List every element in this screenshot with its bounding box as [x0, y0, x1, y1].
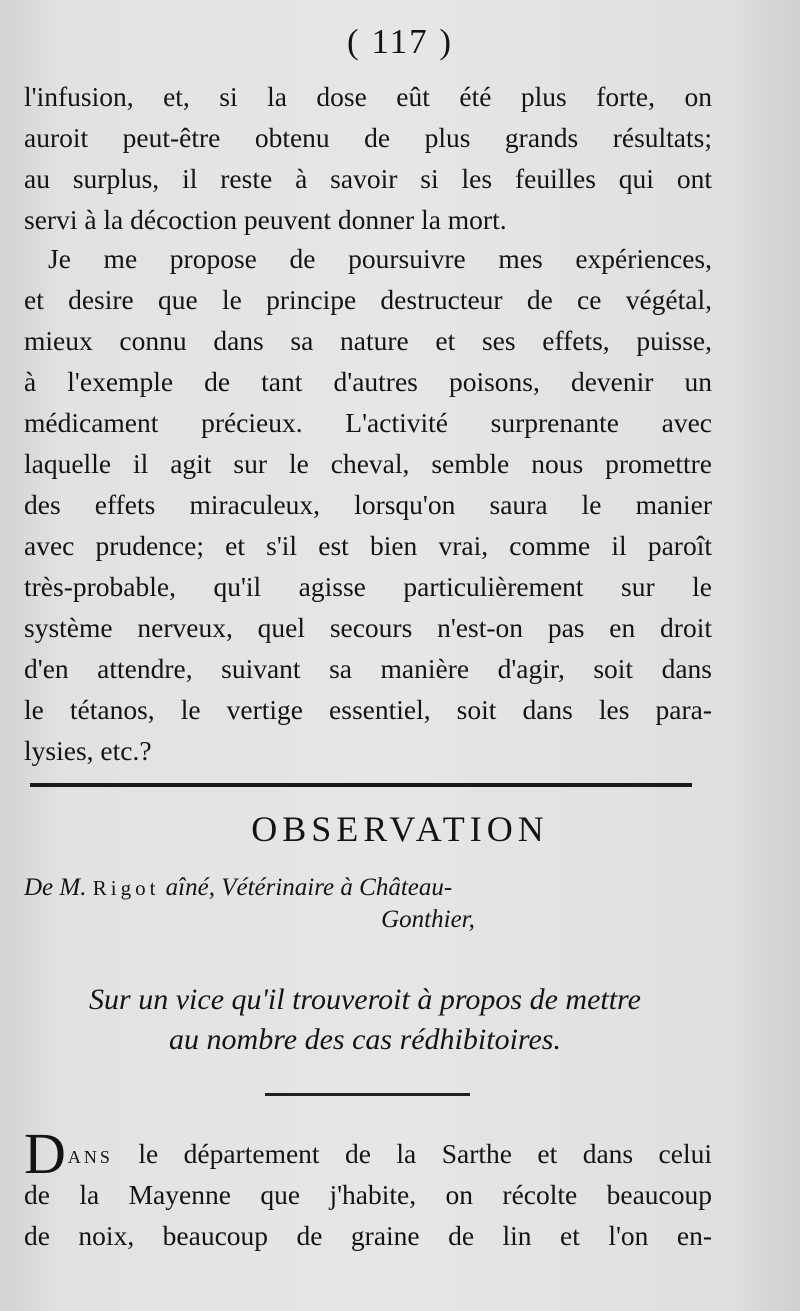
page-number: ( 117 ) [346, 22, 453, 61]
text-line: et desire que le principe destructeur de ce végétal, [24, 284, 712, 315]
author-suffix: aîné, Vétérinaire à Château- [165, 874, 453, 901]
text-line: l'infusion, et, si la dose eût été plus forte, on [24, 81, 712, 112]
text-line: lysies, etc.? [24, 735, 152, 766]
text-line: laquelle il agit sur le cheval, semble nous promettre [24, 448, 712, 479]
text-line: le tétanos, le vertige essentiel, soit dans les para- [24, 694, 712, 725]
drop-cap: D [24, 1121, 66, 1186]
author-byline [24, 874, 712, 934]
text-line: d'en attendre, suivant sa manière d'agir, soit dans [24, 653, 712, 684]
paragraph-continuation [24, 76, 712, 240]
section-divider-thick [30, 783, 692, 787]
author-prefix: De M. [24, 874, 87, 901]
text-line: avec prudence; et s'il est bien vrai, comme il paroît [24, 530, 712, 561]
paragraph-opening [24, 1121, 712, 1256]
subject-line: Sur un vice qu'il trouveroit à propos de mettre [89, 983, 641, 1016]
text-line: mieux connu dans sa nature et ses effets, puisse, [24, 325, 712, 356]
small-caps-word: ANS [67, 1147, 113, 1167]
text-line [24, 1121, 712, 1186]
paragraph-conclusion [24, 238, 712, 771]
text-line: de noix, beaucoup de graine de lin et l'on en- [24, 1220, 712, 1251]
text-line: des effets miraculeux, lorsqu'on saura le manier [24, 489, 712, 520]
text-line: à l'exemple de tant d'autres poisons, devenir un [24, 366, 712, 397]
author-location: Gonthier, [381, 906, 475, 933]
text-line: très-probable, qu'il agisse particulièrement sur le [24, 571, 712, 602]
section-divider-thin [265, 1093, 470, 1096]
text-line: système nerveux, quel secours n'est-on pas en droit [24, 612, 712, 643]
author-name: Rigot [92, 876, 160, 900]
text-line: au surplus, il reste à savoir si les feuilles qui ont [24, 163, 712, 194]
text-line: Je me propose de poursuivre mes expériences, [48, 243, 712, 274]
text-line: auroit peut-être obtenu de plus grands résultats; [24, 122, 712, 153]
text-line: servi à la décoction peuvent donner la mort. [24, 204, 507, 235]
first-line-text: le département de la Sarthe et dans celui [112, 1138, 712, 1169]
subject-line: au nombre des cas rédhibitoires. [169, 1023, 561, 1056]
text-line: médicament précieux. L'activité surprenante avec [24, 407, 712, 438]
section-title: OBSERVATION [251, 809, 549, 849]
section-subject [0, 980, 730, 1060]
text-line: de la Mayenne que j'habite, on récolte beaucoup [24, 1179, 712, 1210]
